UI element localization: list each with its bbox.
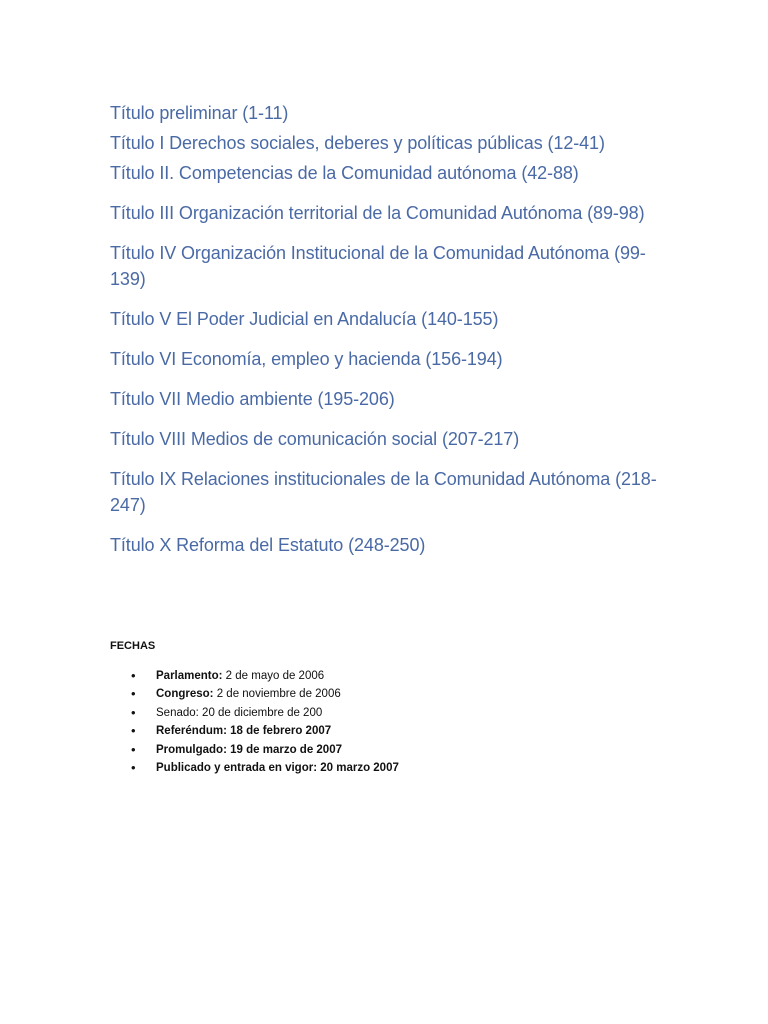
bullet-icon: • bbox=[131, 686, 136, 702]
dates-list bbox=[110, 667, 610, 777]
date-item-senado bbox=[110, 704, 610, 722]
date-value: 2 de mayo de 2006 bbox=[225, 670, 325, 682]
title-iv: Título IV Organización Institucional de la Comunidad Autónoma (99-139) bbox=[110, 243, 646, 289]
date-value: 2 de noviembre de 2006 bbox=[216, 688, 341, 701]
title-vii: Título VII Medio ambiente (195-206) bbox=[110, 389, 395, 409]
title-v: Título V El Poder Judicial en Andalucía (140-155) bbox=[110, 309, 499, 329]
date-value: 20 marzo 2007 bbox=[320, 762, 399, 775]
bullet-icon: • bbox=[131, 741, 136, 757]
bullet-icon: • bbox=[131, 760, 136, 776]
dates-heading: FECHAS bbox=[110, 640, 156, 652]
date-label: Referéndum: bbox=[156, 725, 231, 738]
bullet-icon: • bbox=[131, 668, 136, 683]
date-label: Congreso: bbox=[156, 688, 217, 701]
title-vi: Título VI Economía, empleo y hacienda (156-194) bbox=[110, 349, 503, 369]
titles-list bbox=[110, 100, 670, 572]
date-item-parlamento bbox=[110, 667, 610, 685]
date-item-referendum bbox=[110, 722, 610, 740]
title-ii: Título II. Competencias de la Comunidad autónoma (42-88) bbox=[110, 163, 579, 183]
date-label: Publicado y entrada en vigor: bbox=[156, 762, 321, 775]
date-item-congreso bbox=[110, 685, 610, 703]
date-item-publicado bbox=[110, 759, 610, 777]
bullet-icon: • bbox=[131, 723, 136, 739]
title-iii: Título III Organización territorial de la Comunidad Autónoma (89-98) bbox=[110, 203, 645, 223]
title-x: Título X Reforma del Estatuto (248-250) bbox=[110, 535, 426, 555]
date-value: 20 de diciembre de 200 bbox=[202, 706, 323, 719]
title-ix: Título IX Relaciones institucionales de la Comunidad Autónoma (218-247) bbox=[110, 469, 657, 515]
date-label: Parlamento: bbox=[156, 670, 226, 682]
date-label: Senado: bbox=[156, 706, 203, 719]
title-viii: Título VIII Medios de comunicación social (207-217) bbox=[110, 429, 520, 449]
bullet-icon: • bbox=[131, 704, 136, 720]
date-value: 18 de febrero 2007 bbox=[230, 725, 332, 738]
title-preliminar: Título preliminar (1-11) bbox=[110, 103, 289, 123]
title-i: Título I Derechos sociales, deberes y políticas públicas (12-41) bbox=[110, 133, 605, 153]
date-item-promulgado bbox=[110, 741, 610, 759]
date-label: Promulgado: bbox=[156, 743, 231, 756]
date-value: 19 de marzo de 2007 bbox=[230, 743, 342, 756]
